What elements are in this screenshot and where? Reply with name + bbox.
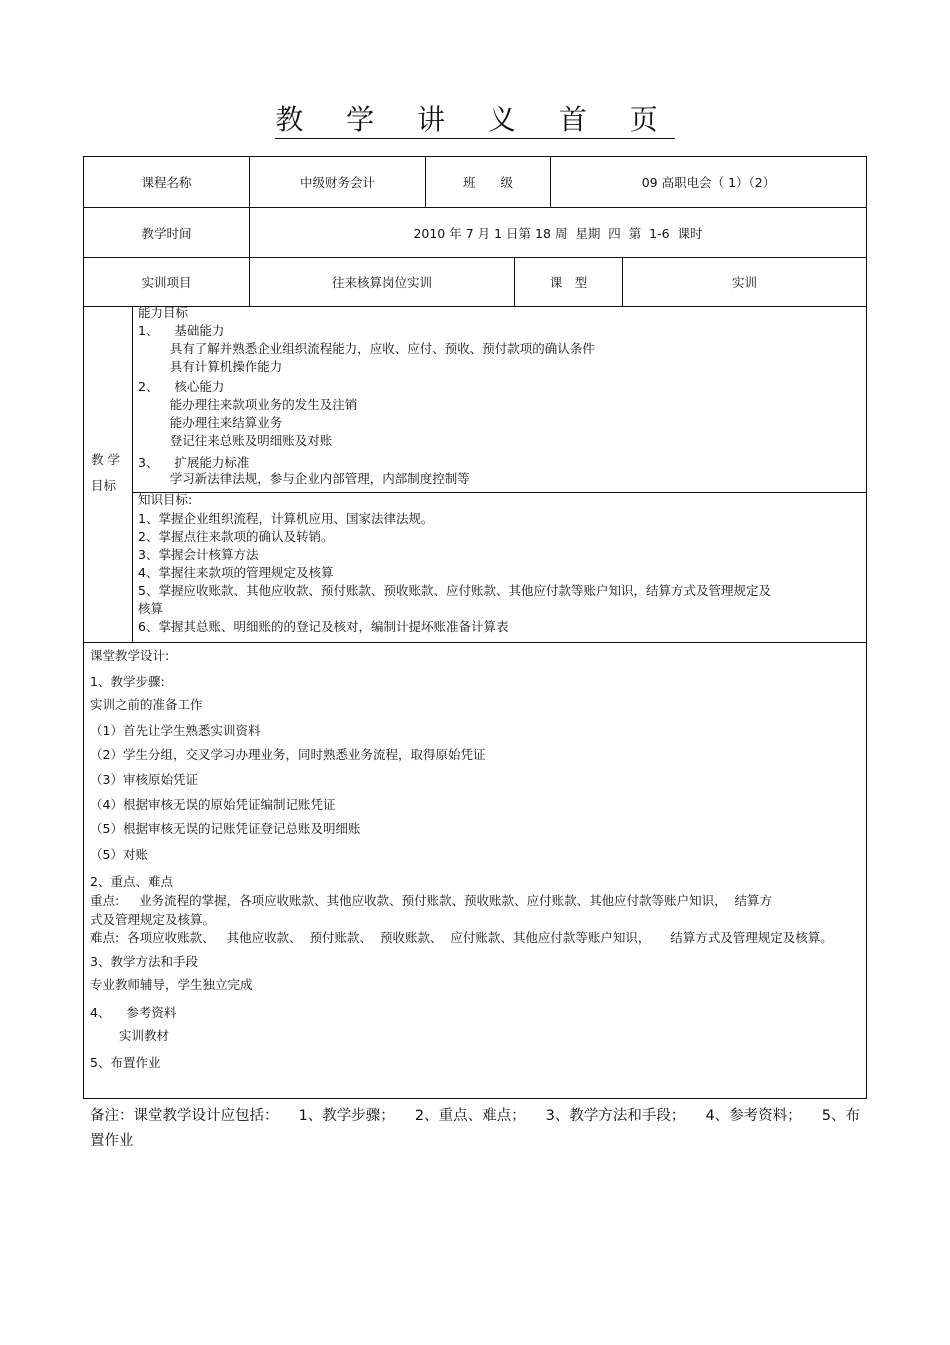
note-item: 3、教学方法和手段； xyxy=(545,1108,686,1124)
reference-heading: 4、 参考资料 xyxy=(90,1005,177,1020)
knowledge-heading: 知识目标: xyxy=(138,492,193,507)
note-item: 1、教学步骤； xyxy=(298,1108,395,1124)
ability-line: 能办理往来款项业务的发生及注销 xyxy=(138,397,358,412)
knowledge-line: 1、掌握企业组织流程，计算机应用、国家法律法规。 xyxy=(138,511,434,526)
step-item: （4）根据审核无误的原始凭证编制记账凭证 xyxy=(90,797,336,812)
class-value: 09 高职电会（ 1）（2） xyxy=(641,175,776,190)
row-divider xyxy=(84,642,866,643)
ability-line: 具有了解并熟悉企业组织流程能力，应收、应付、预收、预付款项的确认条件 xyxy=(138,341,595,356)
reference-text: 实训教材 xyxy=(119,1028,170,1043)
key-points: 重点: 业务流程的掌握，各项应收账款、其他应收款、预付账款、预收账款、应付账款、其他应付款等账户知识， 结算方 xyxy=(90,893,773,908)
lesson-table xyxy=(83,156,867,1099)
step-item: （5）根据审核无误的记账凭证登记总账及明细账 xyxy=(90,821,361,836)
step-item: （5）对账 xyxy=(90,847,148,862)
course-value: 中级财务会计 xyxy=(299,175,375,190)
footnote xyxy=(90,1104,860,1154)
ability-line: 学习新法律法规，参与企业内部管理，内部制度控制等 xyxy=(138,471,470,486)
page-title: 教 学 讲 义 首 页 xyxy=(0,98,950,138)
objectives-label-line: 目标 xyxy=(91,478,117,493)
method-heading: 3、教学方法和手段 xyxy=(90,954,198,969)
ability-line: 登记往来总账及明细账及对账 xyxy=(138,433,333,448)
type-label: 课 型 xyxy=(549,275,588,290)
note-item: 4、参考资料； xyxy=(705,1108,802,1124)
time-value: 2010 年 7 月 1 日第 18 周 星期 四 第 1-6 课时 xyxy=(413,225,703,241)
knowledge-objectives xyxy=(138,491,771,636)
objectives-label-line: 教 学 xyxy=(91,452,120,467)
type-value: 实训 xyxy=(731,275,757,290)
method-text: 专业教师辅导，学生独立完成 xyxy=(90,977,253,992)
difficulty-points: 难点: 各项应收账款、 其他应收款、 预付账款、 预收账款、 应付账款、其他应付款等账户知识， 结算方式及管理规定及核算。 xyxy=(90,930,833,945)
col-divider xyxy=(132,306,133,642)
homework-heading: 5、布置作业 xyxy=(90,1055,161,1070)
ability-line: 能办理往来结算业务 xyxy=(138,415,283,430)
objectives-label xyxy=(84,447,132,499)
knowledge-line: 核算 xyxy=(138,601,164,616)
project-label: 实训项目 xyxy=(141,275,192,290)
knowledge-line: 2、掌握点往来款项的确认及转销。 xyxy=(138,529,334,544)
project-value: 往来核算岗位实训 xyxy=(331,275,432,290)
ability-line: 2、 核心能力 xyxy=(138,379,225,394)
ability-line: 1、 基础能力 xyxy=(138,323,225,338)
class-label: 班 级 xyxy=(462,175,513,190)
step-item: （1）首先让学生熟悉实训资料 xyxy=(90,723,261,738)
design-heading: 课堂教学设计: xyxy=(90,648,170,663)
step-item: （3）审核原始凭证 xyxy=(90,772,198,787)
ability-objectives xyxy=(138,304,595,486)
course-label: 课程名称 xyxy=(141,175,192,190)
note-continuation: 置作业 xyxy=(90,1133,134,1149)
knowledge-line: 3、掌握会计核算方法 xyxy=(138,547,259,562)
key-heading: 2、重点、难点 xyxy=(90,874,173,889)
knowledge-line: 6、掌握其总账、明细账的的登记及核对，编制计提坏账准备计算表 xyxy=(138,619,509,634)
note-item: 备注：课堂教学设计应包括： xyxy=(90,1108,279,1124)
note-item: 2、重点、难点； xyxy=(414,1108,526,1124)
step-item: （2）学生分组，交叉学习办理业务，同时熟悉业务流程，取得原始凭证 xyxy=(90,747,486,762)
knowledge-line: 4、掌握往来款项的管理规定及核算 xyxy=(138,565,334,580)
prep-text: 实训之前的准备工作 xyxy=(90,697,203,712)
key-points: 式及管理规定及核算。 xyxy=(90,912,216,927)
ability-heading: 能力目标 xyxy=(138,305,189,320)
ability-line: 具有计算机操作能力 xyxy=(138,359,283,374)
ability-line: 3、 扩展能力标准 xyxy=(138,455,250,470)
knowledge-line: 5、掌握应收账款、其他应收款、预付账款、预收账款、应付账款、其他应付款等账户知识，结算方式及管理规定及 xyxy=(138,583,771,598)
time-label: 教学时间 xyxy=(141,225,192,241)
steps-heading: 1、教学步骤: xyxy=(90,674,165,689)
note-item: 5、布 xyxy=(821,1108,860,1124)
